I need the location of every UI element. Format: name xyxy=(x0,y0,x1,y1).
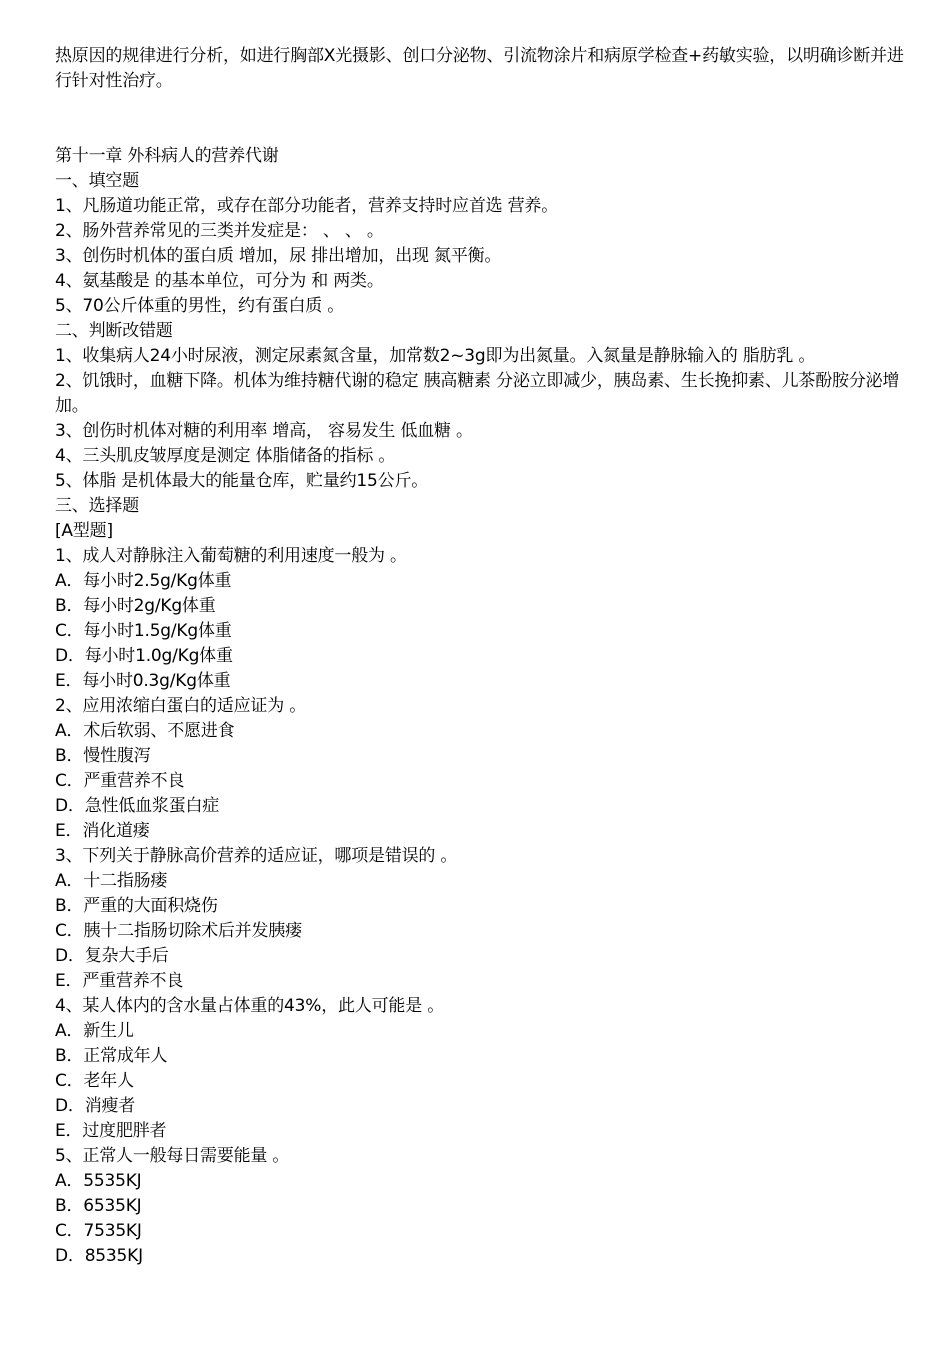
intro-paragraph: 热原因的规律进行分析，如进行胸部X光摄影、创口分泌物、引流物涂片和病原学检查+药敏实验，以明确诊断并进行针对性治疗。 xyxy=(55,46,904,91)
section-title-fill-blank: 一、填空题 xyxy=(55,171,139,191)
answer-option: B．慢性腹泻 xyxy=(55,746,151,766)
answer-option: E．严重营养不良 xyxy=(55,971,184,991)
true-false-item: 3、创伤时机体对糖的利用率 增高， 容易发生 低血糖 。 xyxy=(55,421,473,441)
answer-option: B．每小时2g/Kg体重 xyxy=(55,596,216,616)
fill-blank-item: 1、凡肠道功能正常，或存在部分功能者，营养支持时应首选 营养。 xyxy=(55,196,559,216)
answer-option: D．急性低血浆蛋白症 xyxy=(55,796,220,816)
answer-option: C．老年人 xyxy=(55,1071,134,1091)
answer-option: A．术后软弱、不愿进食 xyxy=(55,721,235,741)
answer-option: E．过度肥胖者 xyxy=(55,1121,167,1141)
answer-option: B．6535KJ xyxy=(55,1196,142,1216)
answer-option: D．8535KJ xyxy=(55,1246,143,1266)
answer-option: A．每小时2.5g/Kg体重 xyxy=(55,571,232,591)
answer-option: D．消瘦者 xyxy=(55,1096,136,1116)
answer-option: C．7535KJ xyxy=(55,1221,142,1241)
answer-option: E．每小时0.3g/Kg体重 xyxy=(55,671,231,691)
answer-option: A．十二指肠瘘 xyxy=(55,871,168,891)
answer-option: B．正常成年人 xyxy=(55,1046,168,1066)
fill-blank-item: 4、氨基酸是 的基本单位，可分为 和 两类。 xyxy=(55,271,384,291)
fill-blank-item: 3、创伤时机体的蛋白质 增加，尿 排出增加，出现 氮平衡。 xyxy=(55,246,502,266)
answer-option: C．每小时1.5g/Kg体重 xyxy=(55,621,232,641)
answer-option: E．消化道瘘 xyxy=(55,821,150,841)
answer-option: C．胰十二指肠切除术后并发胰瘘 xyxy=(55,921,302,941)
answer-option: B．严重的大面积烧伤 xyxy=(55,896,218,916)
question-stem: 3、下列关于静脉高价营养的适应证，哪项是错误的 。 xyxy=(55,846,458,866)
answer-option: C．严重营养不良 xyxy=(55,771,185,791)
document-page xyxy=(55,44,915,1269)
section-title-true-false: 二、判断改错题 xyxy=(55,321,173,341)
true-false-item: 1、收集病人24小时尿液，测定尿素氮含量，加常数2~3g即为出氮量。入氮量是静脉输入的 脂肪乳 。 xyxy=(55,346,816,366)
answer-option: D．每小时1.0g/Kg体重 xyxy=(55,646,233,666)
question-stem: 1、成人对静脉注入葡萄糖的利用速度一般为 。 xyxy=(55,546,407,566)
answer-option: A．新生儿 xyxy=(55,1021,134,1041)
fill-blank-item: 2、肠外营养常见的三类并发症是： 、 、 。 xyxy=(55,221,384,241)
answer-option: A．5535KJ xyxy=(55,1171,142,1191)
true-false-item: 2、饥饿时，血糖下降。机体为维持糖代谢的稳定 胰高糖素 分泌立即减少，胰岛素、生长挽抑素、儿茶酚胺分泌增加。 xyxy=(55,371,900,416)
true-false-item: 4、三头肌皮皱厚度是测定 体脂储备的指标 。 xyxy=(55,446,396,466)
section-title-multiple-choice: 三、选择题 xyxy=(55,496,139,516)
fill-blank-item: 5、70公斤体重的男性，约有蛋白质 。 xyxy=(55,296,345,316)
question-type-label: [A型题] xyxy=(55,521,113,541)
question-stem: 5、正常人一般每日需要能量 。 xyxy=(55,1146,290,1166)
chapter-title: 第十一章 外科病人的营养代谢 xyxy=(55,146,279,166)
true-false-item: 5、体脂 是机体最大的能量仓库，贮量约15公斤。 xyxy=(55,471,429,491)
question-stem: 4、某人体内的含水量占体重的43%，此人可能是 。 xyxy=(55,996,445,1016)
question-stem: 2、应用浓缩白蛋白的适应证为 。 xyxy=(55,696,307,716)
answer-option: D．复杂大手后 xyxy=(55,946,169,966)
